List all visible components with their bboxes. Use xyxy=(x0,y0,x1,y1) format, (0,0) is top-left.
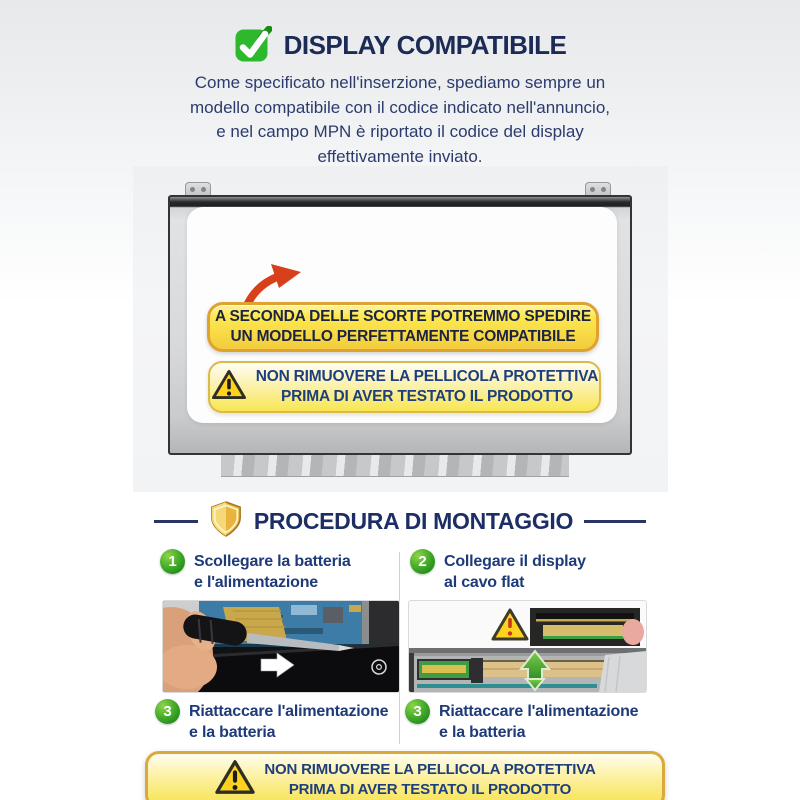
stock-banner-line: A SECONDA DELLE SCORTE POTREMMO SPEDIRE xyxy=(215,308,591,325)
header xyxy=(0,26,800,64)
film-banner-text: NON RIMUOVERE LA PELLICOLA PROTETTIVA PRIMA DI AVER TESTATO IL PRODOTTO xyxy=(255,368,599,405)
stock-warning-banner xyxy=(207,302,599,352)
heading-rule-right xyxy=(584,520,646,523)
step-3-left xyxy=(155,699,388,743)
page-title: DISPLAY COMPATIBILE xyxy=(283,29,567,60)
step-2-badge: 2 xyxy=(410,549,435,574)
procedure-title: PROCEDURA DI MONTAGGIO xyxy=(253,508,574,534)
check-icon xyxy=(234,26,272,64)
procedure-heading xyxy=(0,500,800,543)
photo-connect-display xyxy=(408,600,647,693)
film-warning-banner xyxy=(208,361,601,413)
step-3-right-label: Riattaccare l'alimentazione e la batteria xyxy=(439,703,639,741)
footer-banner-text: NON RIMUOVERE LA PELLICOLA PROTETTIVA PRIMA DI AVER TESTATO IL PRODOTTO xyxy=(264,761,596,798)
step-3-right xyxy=(405,699,638,743)
photo-disconnect-battery xyxy=(162,600,400,693)
intro-text xyxy=(0,71,800,169)
heading-rule-left xyxy=(154,520,198,523)
shield-icon xyxy=(209,500,243,543)
footer-warning-banner xyxy=(145,751,665,800)
step-1 xyxy=(160,549,351,593)
stock-banner-line: UN MODELLO PERFETTAMENTE COMPATIBILE xyxy=(230,328,576,345)
step-2-label: Collegare il display al cavo flat xyxy=(444,553,586,591)
intro-line: Come specificato nell'inserzione, spediamo sempre un xyxy=(194,73,606,92)
intro-line: effettivamente inviato. xyxy=(317,146,483,166)
step-3-left-badge: 3 xyxy=(155,699,180,724)
laptop-panel-photo xyxy=(133,166,668,492)
step-2 xyxy=(410,549,586,593)
warning-icon xyxy=(214,758,256,800)
warning-icon xyxy=(211,368,247,407)
intro-line: modello compatibile con il codice indicato nell'annuncio, xyxy=(190,97,610,117)
step-1-badge: 1 xyxy=(160,549,185,574)
step-3-left-label: Riattaccare l'alimentazione e la batteria xyxy=(189,703,389,741)
step-1-label: Scollegare la batteria e l'alimentazione xyxy=(194,553,351,591)
foil-strip xyxy=(221,455,569,477)
step-3-right-badge: 3 xyxy=(405,699,430,724)
intro-line: e nel campo MPN è riportato il codice del display xyxy=(216,122,584,141)
